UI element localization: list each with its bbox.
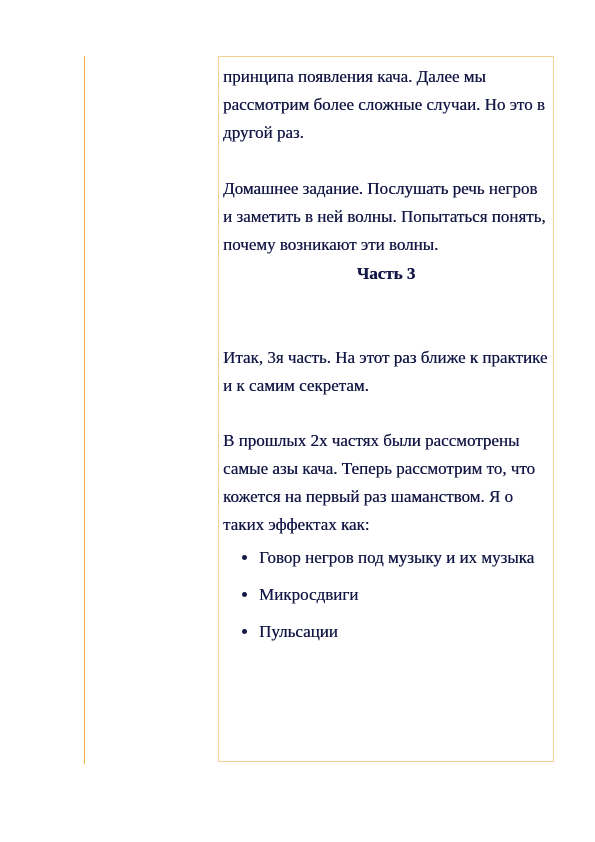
list-item bbox=[223, 619, 549, 644]
content-frame bbox=[218, 56, 554, 762]
left-margin-rule bbox=[84, 56, 85, 764]
bullet-icon bbox=[242, 555, 247, 560]
paragraph-homework: Домашнее задание. Послушать речь негров и заметить в ней волны. Попытаться понять, почему возникают эти волны. bbox=[223, 179, 546, 254]
paragraph-intro-continuation: принципа появления кача. Далее мы рассмотрим более сложные случаи. Но это в другой раз. bbox=[223, 67, 545, 142]
section-heading: Часть 3 bbox=[356, 264, 416, 283]
paragraph-part-three-intro: Итак, 3я часть. На этот раз ближе к практике и к самим секретам. bbox=[223, 348, 548, 395]
list-item-text: Микросдвиги bbox=[259, 585, 359, 604]
bullet-icon bbox=[242, 592, 247, 597]
list-item-text: Пульсации bbox=[259, 622, 338, 641]
effects-list bbox=[223, 545, 549, 644]
bullet-icon bbox=[242, 629, 247, 634]
list-item bbox=[223, 582, 549, 607]
list-item bbox=[223, 545, 549, 570]
text-column bbox=[223, 63, 549, 656]
paragraph-previous-parts: В прошлых 2х частях были рассмотрены самые азы кача. Теперь рассмотрим то, что кожется на первый раз шаманством. Я о таких эффектах как: bbox=[223, 431, 535, 534]
list-item-text: Говор негров под музыку и их музыка bbox=[259, 548, 535, 567]
